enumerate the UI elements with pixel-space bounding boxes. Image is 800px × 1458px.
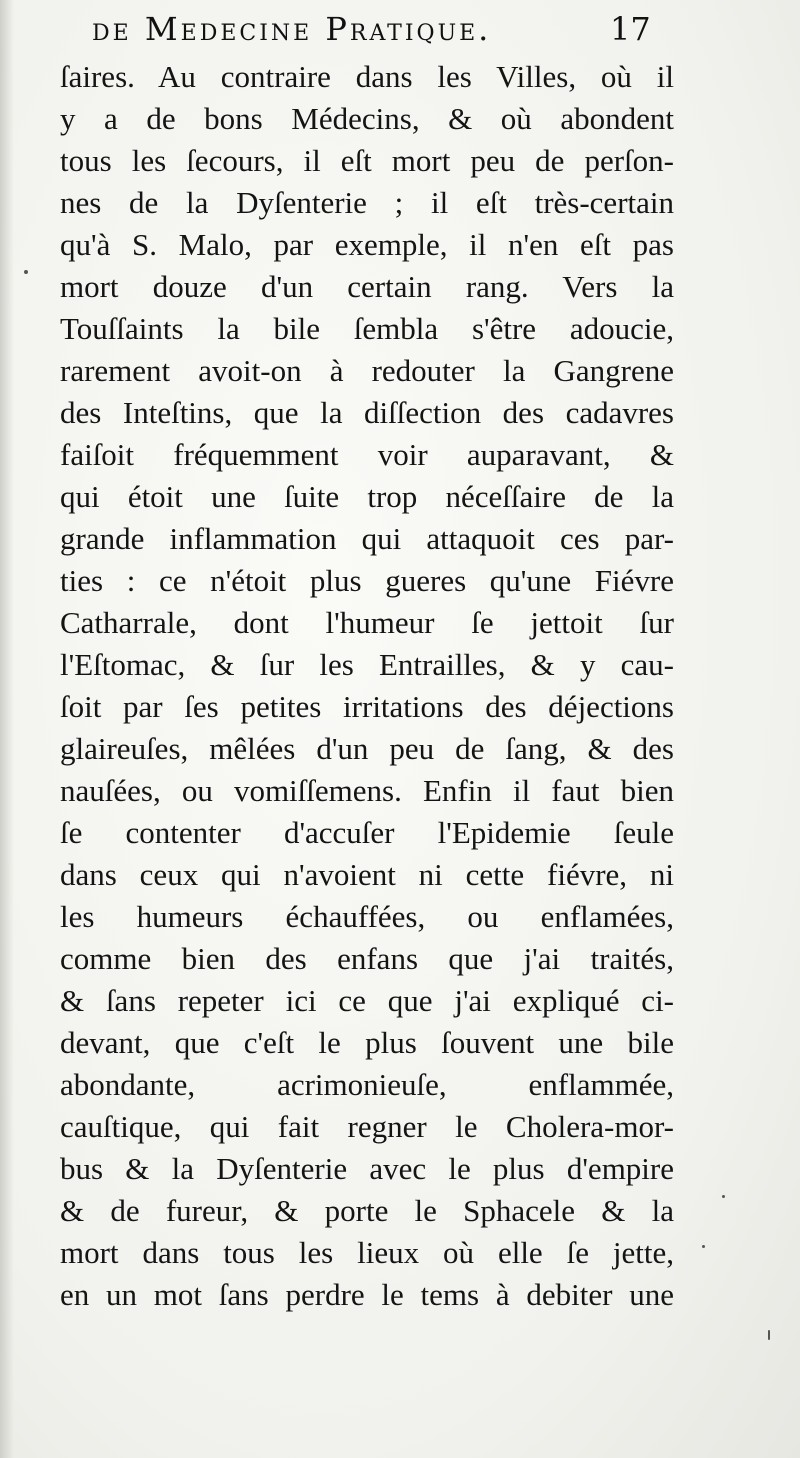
text-line: ſoit par ſes petites irritations des déjections <box>60 689 674 724</box>
text-line: des Inteſtins, que la diſſection des cadavres <box>60 395 674 430</box>
text-line: dans ceux qui n'avoient ni cette fiévre, ni <box>60 857 674 892</box>
text-line: en un mot ſans perdre le tems à debiter une <box>60 1277 674 1312</box>
text-line: grande inflammation qui attaquoit ces par- <box>60 521 674 556</box>
text-line: tous les ſecours, il eſt mort peu de perſon- <box>60 143 674 178</box>
text-line: faiſoit fréquemment voir auparavant, & <box>60 437 674 472</box>
running-head-title: de Medecine Pratique. <box>92 10 492 48</box>
text-line: & de fureur, & porte le Sphacele & la <box>60 1193 674 1228</box>
text-line: Touſſaints la bile ſembla s'être adoucie, <box>60 311 674 346</box>
text-line: glaireuſes, mêlées d'un peu de ſang, & des <box>60 731 674 766</box>
ink-speck <box>702 1245 705 1248</box>
text-line: nes de la Dyſenterie ; il eſt très-certain <box>60 185 674 220</box>
text-line: qui étoit une ſuite trop néceſſaire de la <box>60 479 674 514</box>
text-line: ſaires. Au contraire dans les Villes, où il <box>60 59 674 94</box>
text-line: y a de bons Médecins, & où abondent <box>60 101 674 136</box>
text-line: nauſées, ou vomiſſemens. Enfin il faut bien <box>60 773 674 808</box>
ink-speck <box>24 270 28 274</box>
text-line: mort douze d'un certain rang. Vers la <box>60 269 674 304</box>
text-line: mort dans tous les lieux où elle ſe jette, <box>60 1235 674 1270</box>
page-number: 17 <box>610 10 651 48</box>
text-line: qu'à S. Malo, par exemple, il n'en eſt pas <box>60 227 674 262</box>
text-line: Catharrale, dont l'humeur ſe jettoit ſur <box>60 605 674 640</box>
text-line: comme bien des enfans que j'ai traités, <box>60 941 674 976</box>
text-line: bus & la Dyſenterie avec le plus d'empire <box>60 1151 674 1186</box>
text-line: & ſans repeter ici ce que j'ai expliqué ci- <box>60 983 674 1018</box>
gutter-shadow <box>0 0 14 1458</box>
text-line: ties : ce n'étoit plus gueres qu'une Fiévre <box>60 563 674 598</box>
text-line: abondante, acrimonieuſe, enflammée, <box>60 1067 674 1102</box>
ink-speck <box>722 1195 725 1198</box>
text-line: ſe contenter d'accuſer l'Epidemie ſeule <box>60 815 674 850</box>
text-line: les humeurs échauffées, ou enflamées, <box>60 899 674 934</box>
text-line: devant, que c'eſt le plus ſouvent une bile <box>60 1025 674 1060</box>
running-head <box>0 10 800 50</box>
text-line: l'Eſtomac, & ſur les Entrailles, & y cau- <box>60 647 674 682</box>
text-line: cauſtique, qui fait regner le Cholera-mor- <box>60 1109 674 1144</box>
body-text <box>60 56 674 1316</box>
text-line: rarement avoit-on à redouter la Gangrene <box>60 353 674 388</box>
ink-speck <box>768 1330 770 1340</box>
